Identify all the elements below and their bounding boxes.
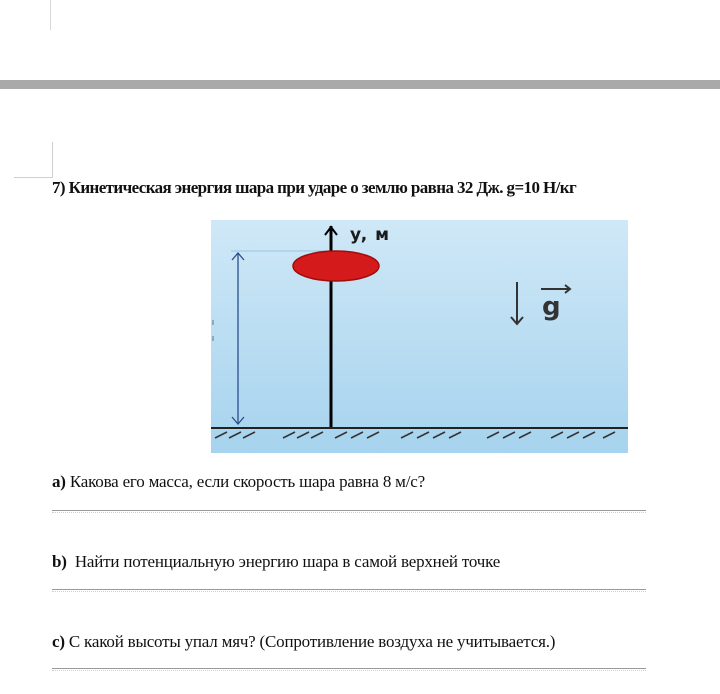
part-c-text: С какой высоты упал мяч? (Сопротивление воздуха не учитывается.) <box>64 632 556 651</box>
part-b-text: Найти потенциальную энергию шара в самой верхней точке <box>66 552 501 571</box>
question-part-b <box>52 552 500 572</box>
y-axis-label: y, м <box>350 225 391 245</box>
answer-line-a <box>52 510 646 511</box>
margin-corner-horizontal <box>14 177 52 178</box>
question-title: 7) Кинетическая энергия шара при ударе о землю равна 32 Дж. g=10 Н/кг <box>52 178 577 197</box>
question-part-a <box>52 472 425 492</box>
falling-ball-figure <box>211 220 628 453</box>
question-part-c <box>52 632 555 652</box>
red-ball <box>293 251 379 281</box>
margin-corner-vertical <box>52 142 53 178</box>
page-divider <box>0 80 720 89</box>
page-edge-mark <box>50 0 51 30</box>
part-a-text: Какова его масса, если скорость шара равна 8 м/с? <box>65 472 425 491</box>
part-a-label: a) <box>52 472 66 491</box>
gravity-label: g <box>542 292 561 322</box>
part-c-label: c) <box>52 632 65 651</box>
answer-line-c <box>52 668 646 669</box>
part-b-label: b) <box>52 552 67 571</box>
answer-line-b <box>52 589 646 590</box>
figure-background <box>211 220 628 453</box>
